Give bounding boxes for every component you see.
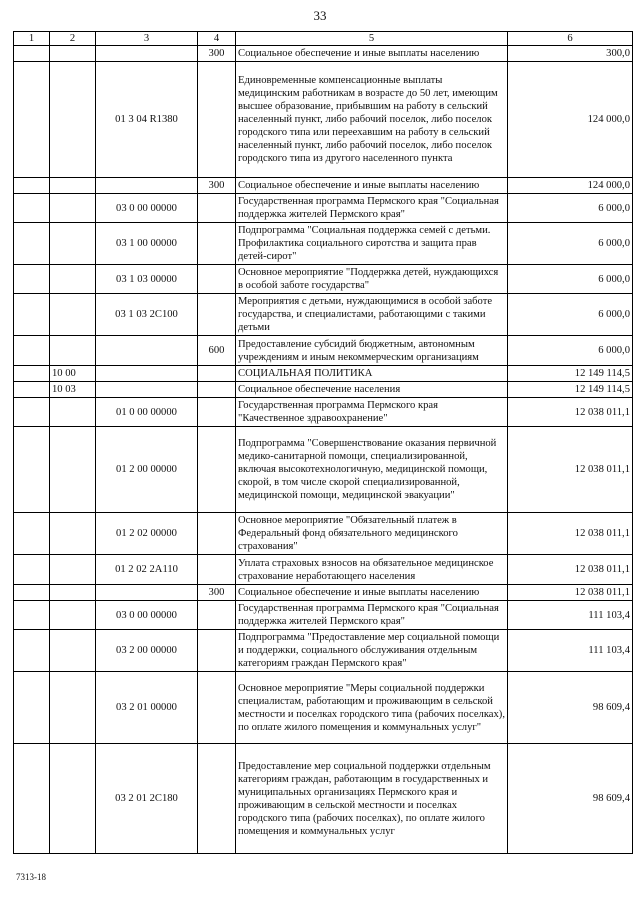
cell-target-article: 03 2 01 00000 bbox=[96, 672, 198, 744]
cell-expense-type bbox=[198, 398, 236, 427]
cell-amount: 300,0 bbox=[508, 46, 633, 62]
cell-name: Подпрограмма "Предоставление мер социальной помощи и поддержки, социального обслуживания отдельным категориям граждан Пермского края" bbox=[236, 630, 508, 672]
table-row bbox=[14, 62, 633, 178]
table-row bbox=[14, 513, 633, 555]
cell-expense-type bbox=[198, 427, 236, 513]
cell-target-article: 01 0 00 00000 bbox=[96, 398, 198, 427]
cell-subsection bbox=[50, 62, 96, 178]
cell-amount: 124 000,0 bbox=[508, 62, 633, 178]
cell-target-article bbox=[96, 366, 198, 382]
cell-section bbox=[14, 630, 50, 672]
cell-amount: 12 149 114,5 bbox=[508, 382, 633, 398]
cell-amount: 6 000,0 bbox=[508, 336, 633, 366]
column-header-1: 1 bbox=[14, 32, 50, 46]
cell-subsection bbox=[50, 178, 96, 194]
cell-section bbox=[14, 223, 50, 265]
cell-amount: 6 000,0 bbox=[508, 223, 633, 265]
cell-target-article: 03 2 00 00000 bbox=[96, 630, 198, 672]
cell-section bbox=[14, 513, 50, 555]
cell-subsection bbox=[50, 672, 96, 744]
cell-subsection bbox=[50, 265, 96, 294]
budget-table bbox=[13, 31, 633, 854]
cell-target-article: 03 1 00 00000 bbox=[96, 223, 198, 265]
cell-expense-type: 300 bbox=[198, 585, 236, 601]
cell-name: Государственная программа Пермского края "Социальная поддержка жителей Пермского края" bbox=[236, 194, 508, 223]
cell-expense-type: 300 bbox=[198, 178, 236, 194]
cell-amount: 12 149 114,5 bbox=[508, 366, 633, 382]
cell-section bbox=[14, 62, 50, 178]
cell-name: Подпрограмма "Социальная поддержка семей с детьми. Профилактика социального сиротства и защита прав детей-сирот" bbox=[236, 223, 508, 265]
cell-target-article: 01 2 02 2A110 bbox=[96, 555, 198, 585]
cell-subsection bbox=[50, 601, 96, 630]
cell-section bbox=[14, 46, 50, 62]
cell-name: Основное мероприятие "Обязательный платеж в Федеральный фонд обязательного медицинского страхования" bbox=[236, 513, 508, 555]
cell-section bbox=[14, 382, 50, 398]
table-row bbox=[14, 366, 633, 382]
table-row bbox=[14, 194, 633, 223]
column-header-5: 5 bbox=[236, 32, 508, 46]
cell-name: Социальное обеспечение и иные выплаты населению bbox=[236, 178, 508, 194]
cell-section bbox=[14, 585, 50, 601]
column-header-4: 4 bbox=[198, 32, 236, 46]
cell-target-article: 01 2 00 00000 bbox=[96, 427, 198, 513]
table-row bbox=[14, 265, 633, 294]
cell-expense-type bbox=[198, 62, 236, 178]
cell-name: Уплата страховых взносов на обязательное медицинское страхование неработающего населения bbox=[236, 555, 508, 585]
cell-amount: 12 038 011,1 bbox=[508, 513, 633, 555]
cell-name: СОЦИАЛЬНАЯ ПОЛИТИКА bbox=[236, 366, 508, 382]
table-row bbox=[14, 398, 633, 427]
cell-target-article bbox=[96, 46, 198, 62]
cell-target-article: 03 0 00 00000 bbox=[96, 194, 198, 223]
table-row bbox=[14, 294, 633, 336]
cell-subsection bbox=[50, 398, 96, 427]
cell-expense-type bbox=[198, 223, 236, 265]
cell-name: Социальное обеспечение и иные выплаты населению bbox=[236, 46, 508, 62]
cell-amount: 124 000,0 bbox=[508, 178, 633, 194]
cell-expense-type bbox=[198, 555, 236, 585]
cell-expense-type: 300 bbox=[198, 46, 236, 62]
cell-target-article bbox=[96, 178, 198, 194]
cell-target-article: 03 1 03 00000 bbox=[96, 265, 198, 294]
cell-expense-type bbox=[198, 630, 236, 672]
cell-section bbox=[14, 194, 50, 223]
cell-amount: 12 038 011,1 bbox=[508, 427, 633, 513]
cell-section bbox=[14, 672, 50, 744]
cell-amount: 111 103,4 bbox=[508, 630, 633, 672]
table-row bbox=[14, 46, 633, 62]
cell-subsection: 10 03 bbox=[50, 382, 96, 398]
cell-amount: 6 000,0 bbox=[508, 265, 633, 294]
cell-target-article: 03 0 00 00000 bbox=[96, 601, 198, 630]
cell-name: Предоставление мер социальной поддержки отдельным категориям граждан, работающим в государственных и муниципальных организациях Пермского края и проживающим в сельской местности и поселках городского типа (рабочих поселках), по оплате жилого помещения и коммунальных услуг bbox=[236, 744, 508, 854]
cell-amount: 6 000,0 bbox=[508, 194, 633, 223]
cell-section bbox=[14, 366, 50, 382]
table-row bbox=[14, 744, 633, 854]
cell-name: Социальное обеспечение населения bbox=[236, 382, 508, 398]
cell-target-article bbox=[96, 585, 198, 601]
cell-expense-type bbox=[198, 382, 236, 398]
cell-name: Государственная программа Пермского края "Социальная поддержка жителей Пермского края" bbox=[236, 601, 508, 630]
cell-expense-type bbox=[198, 601, 236, 630]
cell-section bbox=[14, 555, 50, 585]
cell-subsection bbox=[50, 513, 96, 555]
cell-subsection bbox=[50, 744, 96, 854]
cell-target-article bbox=[96, 336, 198, 366]
cell-section bbox=[14, 265, 50, 294]
cell-target-article: 01 3 04 R1380 bbox=[96, 62, 198, 178]
cell-subsection bbox=[50, 223, 96, 265]
cell-expense-type bbox=[198, 513, 236, 555]
cell-name: Основное мероприятие "Меры социальной поддержки специалистам, работающим и проживающим в сельской местности и поселках городского типа (рабочих поселках), по оплате жилого помещения и коммунальных услуг" bbox=[236, 672, 508, 744]
cell-subsection bbox=[50, 427, 96, 513]
cell-expense-type bbox=[198, 672, 236, 744]
cell-name: Основное мероприятие "Поддержка детей, нуждающихся в особой заботе государства" bbox=[236, 265, 508, 294]
table-row bbox=[14, 630, 633, 672]
cell-section bbox=[14, 601, 50, 630]
cell-section bbox=[14, 427, 50, 513]
table-row bbox=[14, 178, 633, 194]
cell-amount: 12 038 011,1 bbox=[508, 585, 633, 601]
cell-name: Единовременные компенсационные выплаты медицинским работникам в возрасте до 50 лет, имеющим высшее образование, прибывшим на работу в сельский населенный пункт, либо рабочий поселок, либо поселок городского типа или переехавшим на работу в сельский населенный пункт, либо рабочий поселок, либо поселок городского типа из другого населенного пункта bbox=[236, 62, 508, 178]
cell-expense-type bbox=[198, 744, 236, 854]
cell-name: Социальное обеспечение и иные выплаты населению bbox=[236, 585, 508, 601]
cell-amount: 98 609,4 bbox=[508, 672, 633, 744]
cell-target-article bbox=[96, 382, 198, 398]
cell-subsection bbox=[50, 194, 96, 223]
table-row bbox=[14, 336, 633, 366]
cell-name: Подпрограмма "Совершенствование оказания первичной медико-санитарной помощи, специализированной, включая высокотехнологичную, медицинской помощи, скорой, в том числе скорой специализированной, медицинской помощи, медицинской эвакуации" bbox=[236, 427, 508, 513]
cell-expense-type bbox=[198, 294, 236, 336]
table-row bbox=[14, 427, 633, 513]
cell-expense-type bbox=[198, 366, 236, 382]
cell-expense-type: 600 bbox=[198, 336, 236, 366]
cell-subsection bbox=[50, 294, 96, 336]
cell-name: Мероприятия с детьми, нуждающимися в особой заботе государства, и специалистами, работающими с такими детьми bbox=[236, 294, 508, 336]
cell-subsection bbox=[50, 585, 96, 601]
cell-subsection bbox=[50, 630, 96, 672]
column-header-6: 6 bbox=[508, 32, 633, 46]
cell-target-article: 03 1 03 2C100 bbox=[96, 294, 198, 336]
cell-section bbox=[14, 178, 50, 194]
cell-subsection: 10 00 bbox=[50, 366, 96, 382]
cell-expense-type bbox=[198, 265, 236, 294]
column-header-3: 3 bbox=[96, 32, 198, 46]
table-row bbox=[14, 555, 633, 585]
cell-subsection bbox=[50, 336, 96, 366]
cell-section bbox=[14, 398, 50, 427]
page-number: 33 bbox=[313, 8, 327, 23]
table-row bbox=[14, 223, 633, 265]
cell-target-article: 03 2 01 2C180 bbox=[96, 744, 198, 854]
cell-section bbox=[14, 744, 50, 854]
header-row bbox=[14, 32, 633, 46]
cell-subsection bbox=[50, 555, 96, 585]
cell-expense-type bbox=[198, 194, 236, 223]
cell-name: Государственная программа Пермского края "Качественное здравоохранение" bbox=[236, 398, 508, 427]
cell-amount: 12 038 011,1 bbox=[508, 555, 633, 585]
document-code: 7313-18 bbox=[16, 872, 46, 882]
cell-subsection bbox=[50, 46, 96, 62]
table-row bbox=[14, 382, 633, 398]
cell-amount: 12 038 011,1 bbox=[508, 398, 633, 427]
cell-section bbox=[14, 336, 50, 366]
column-header-2: 2 bbox=[50, 32, 96, 46]
cell-amount: 6 000,0 bbox=[508, 294, 633, 336]
table-row bbox=[14, 672, 633, 744]
table-body bbox=[14, 46, 633, 854]
cell-target-article: 01 2 02 00000 bbox=[96, 513, 198, 555]
cell-section bbox=[14, 294, 50, 336]
table-row bbox=[14, 585, 633, 601]
cell-amount: 98 609,4 bbox=[508, 744, 633, 854]
cell-amount: 111 103,4 bbox=[508, 601, 633, 630]
table-row bbox=[14, 601, 633, 630]
cell-name: Предоставление субсидий бюджетным, автономным учреждениям и иным некоммерческим организациям bbox=[236, 336, 508, 366]
